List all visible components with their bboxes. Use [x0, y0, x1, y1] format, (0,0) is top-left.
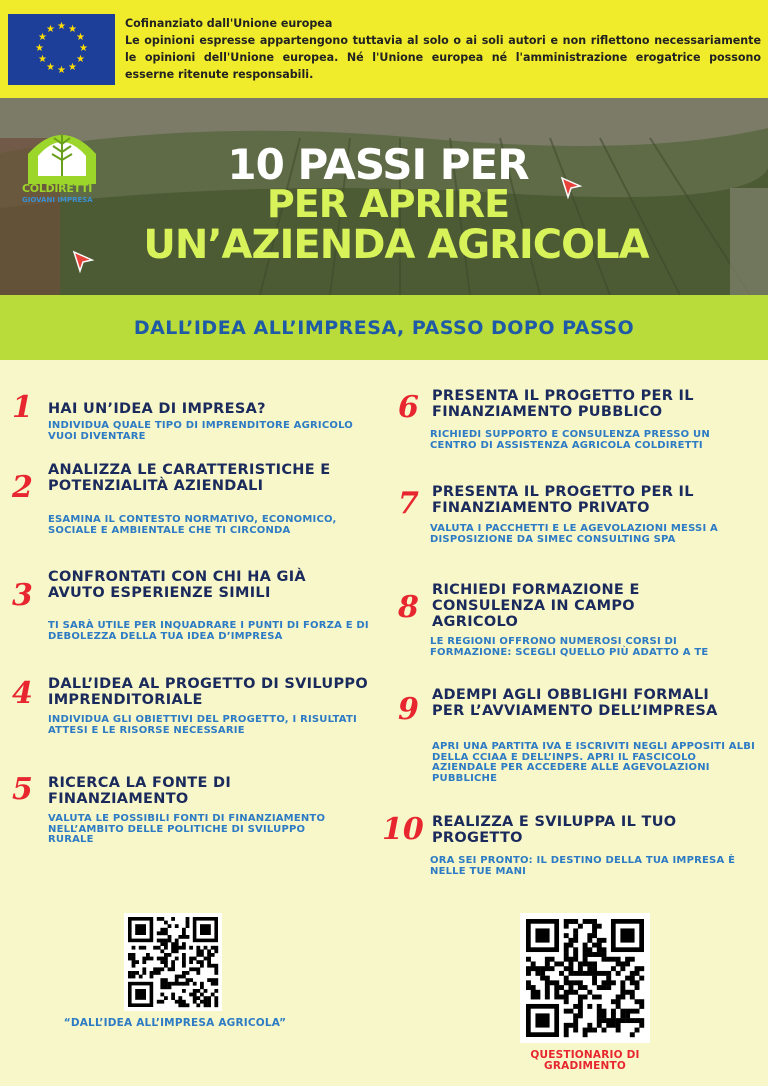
step-title: RICERCA LA FONTE DI FINANZIAMENTO — [48, 775, 232, 807]
step-title: DALL’IDEA AL PROGETTO DI SVILUPPO IMPRENDITORIALE — [48, 676, 368, 708]
svg-text:★: ★ — [46, 24, 55, 35]
eu-flag-icon — [8, 14, 115, 85]
eu-disclaimer-body: Le opinioni espresse appartengono tuttavia al solo o ai soli autori e non riflettono necessariamente le opinioni dell'Unione europea. Né l'Unione europea né l'amministrazione erogatrice possono esserne ritenute responsabili. — [125, 34, 761, 81]
qr-left-caption: “DALL’IDEA ALL’IMPRESA AGRICOLA” — [63, 1017, 287, 1029]
eu-funding-banner — [0, 0, 768, 98]
title-line-1: 10 PASSI PER — [227, 140, 529, 189]
pointer-cursor-icon — [72, 250, 96, 274]
step-number: 7 — [398, 486, 419, 521]
title-line-3: UN’AZIENDA AGRICOLA — [143, 222, 649, 268]
step-title: CONFRONTATI CON CHI HA GIÀ AVUTO ESPERIENZE SIMILI — [48, 569, 306, 601]
step-description: ESAMINA IL CONTESTO NORMATIVO, ECONOMICO, SOCIALE E AMBIENTALE CHE TI CIRCONDA — [48, 514, 337, 536]
svg-text:★: ★ — [57, 21, 66, 32]
svg-text:★: ★ — [38, 54, 47, 65]
svg-text:★: ★ — [76, 54, 85, 65]
step-number: 1 — [12, 390, 33, 425]
step-description: INDIVIDUA GLI OBIETTIVI DEL PROGETTO, I RISULTATI ATTESI E LE RISORSE NECESSARIE — [48, 714, 357, 736]
qr-code-right[interactable] — [520, 913, 650, 1043]
step-title: HAI UN’IDEA DI IMPRESA? — [48, 401, 266, 417]
step-title: PRESENTA IL PROGETTO PER IL FINANZIAMENTO PRIVATO — [432, 484, 694, 516]
eu-heading: Cofinanziato dall'Unione europea — [125, 17, 333, 30]
step-description: INDIVIDUA QUALE TIPO DI IMPRENDITORE AGRICOLO VUOI DIVENTARE — [48, 420, 353, 442]
svg-text:★: ★ — [68, 62, 77, 73]
step-description: APRI UNA PARTITA IVA E ISCRIVITI NEGLI APPOSITI ALBI DELLA CCIAA E DELL’INPS. APRI IL FASCICOLO AZIENDALE PER ACCEDERE ALLE AGEVOLAZIONI PUBBLICHE — [432, 741, 756, 784]
step-number: 6 — [398, 390, 419, 425]
step-number: 2 — [12, 470, 33, 505]
qr-right-caption: QUESTIONARIO DI GRADIMENTO — [530, 1049, 640, 1072]
svg-text:★: ★ — [79, 43, 88, 54]
step-description: RICHIEDI SUPPORTO E CONSULENZA PRESSO UN CENTRO DI ASSISTENZA AGRICOLA COLDIRETTI — [430, 429, 710, 451]
pointer-cursor-icon — [560, 176, 584, 200]
step-title: RICHIEDI FORMAZIONE E CONSULENZA IN CAMPO AGRICOLO — [432, 582, 640, 630]
svg-text:★: ★ — [46, 62, 55, 73]
step-number: 5 — [12, 772, 33, 807]
svg-text:★: ★ — [38, 32, 47, 43]
step-description: LE REGIONI OFFRONO NUMEROSI CORSI DI FORMAZIONE: SCEGLI QUELLO PIÙ ADATTO A TE — [430, 636, 709, 658]
step-number: 10 — [382, 812, 424, 847]
svg-text:★: ★ — [76, 32, 85, 43]
step-number: 9 — [398, 692, 419, 727]
svg-text:★: ★ — [57, 65, 66, 76]
logo-name: COLDIRETTI — [22, 182, 92, 195]
step-title: ANALIZZA LE CARATTERISTICHE E POTENZIALITÀ AZIENDALI — [48, 462, 331, 494]
step-title: REALIZZA E SVILUPPA IL TUO PROGETTO — [432, 814, 677, 846]
step-description: VALUTA LE POSSIBILI FONTI DI FINANZIAMENTO NELL’AMBITO DELLE POLITICHE DI SVILUPPO RURALE — [48, 813, 326, 845]
subtitle: DALL’IDEA ALL’IMPRESA, PASSO DOPO PASSO — [133, 317, 635, 339]
step-number: 4 — [12, 676, 33, 711]
svg-text:★: ★ — [68, 24, 77, 35]
step-description: TI SARÀ UTILE PER INQUADRARE I PUNTI DI FORZA E DI DEBOLEZZA DELLA TUA IDEA D’IMPRESA — [48, 620, 369, 642]
subtitle-band — [0, 295, 768, 360]
step-title: PRESENTA IL PROGETTO PER IL FINANZIAMENTO PUBBLICO — [432, 388, 694, 420]
eu-disclaimer — [125, 15, 761, 83]
step-number: 3 — [12, 578, 33, 613]
logo-subname: GIOVANI IMPRESA — [22, 196, 93, 204]
step-title: ADEMPI AGLI OBBLIGHI FORMALI PER L’AVVIAMENTO DELL’IMPRESA — [432, 687, 718, 719]
qr-code-left[interactable] — [124, 913, 222, 1011]
step-description: VALUTA I PACCHETTI E LE AGEVOLAZIONI MESSI A DISPOSIZIONE DA SIMEC CONSULTING SPA — [430, 523, 718, 545]
svg-text:★: ★ — [35, 43, 44, 54]
hero-banner — [0, 98, 768, 295]
step-description: ORA SEI PRONTO: IL DESTINO DELLA TUA IMPRESA È NELLE TUE MANI — [430, 855, 736, 877]
step-number: 8 — [398, 590, 419, 625]
title-line-2: PER APRIRE — [266, 182, 510, 226]
